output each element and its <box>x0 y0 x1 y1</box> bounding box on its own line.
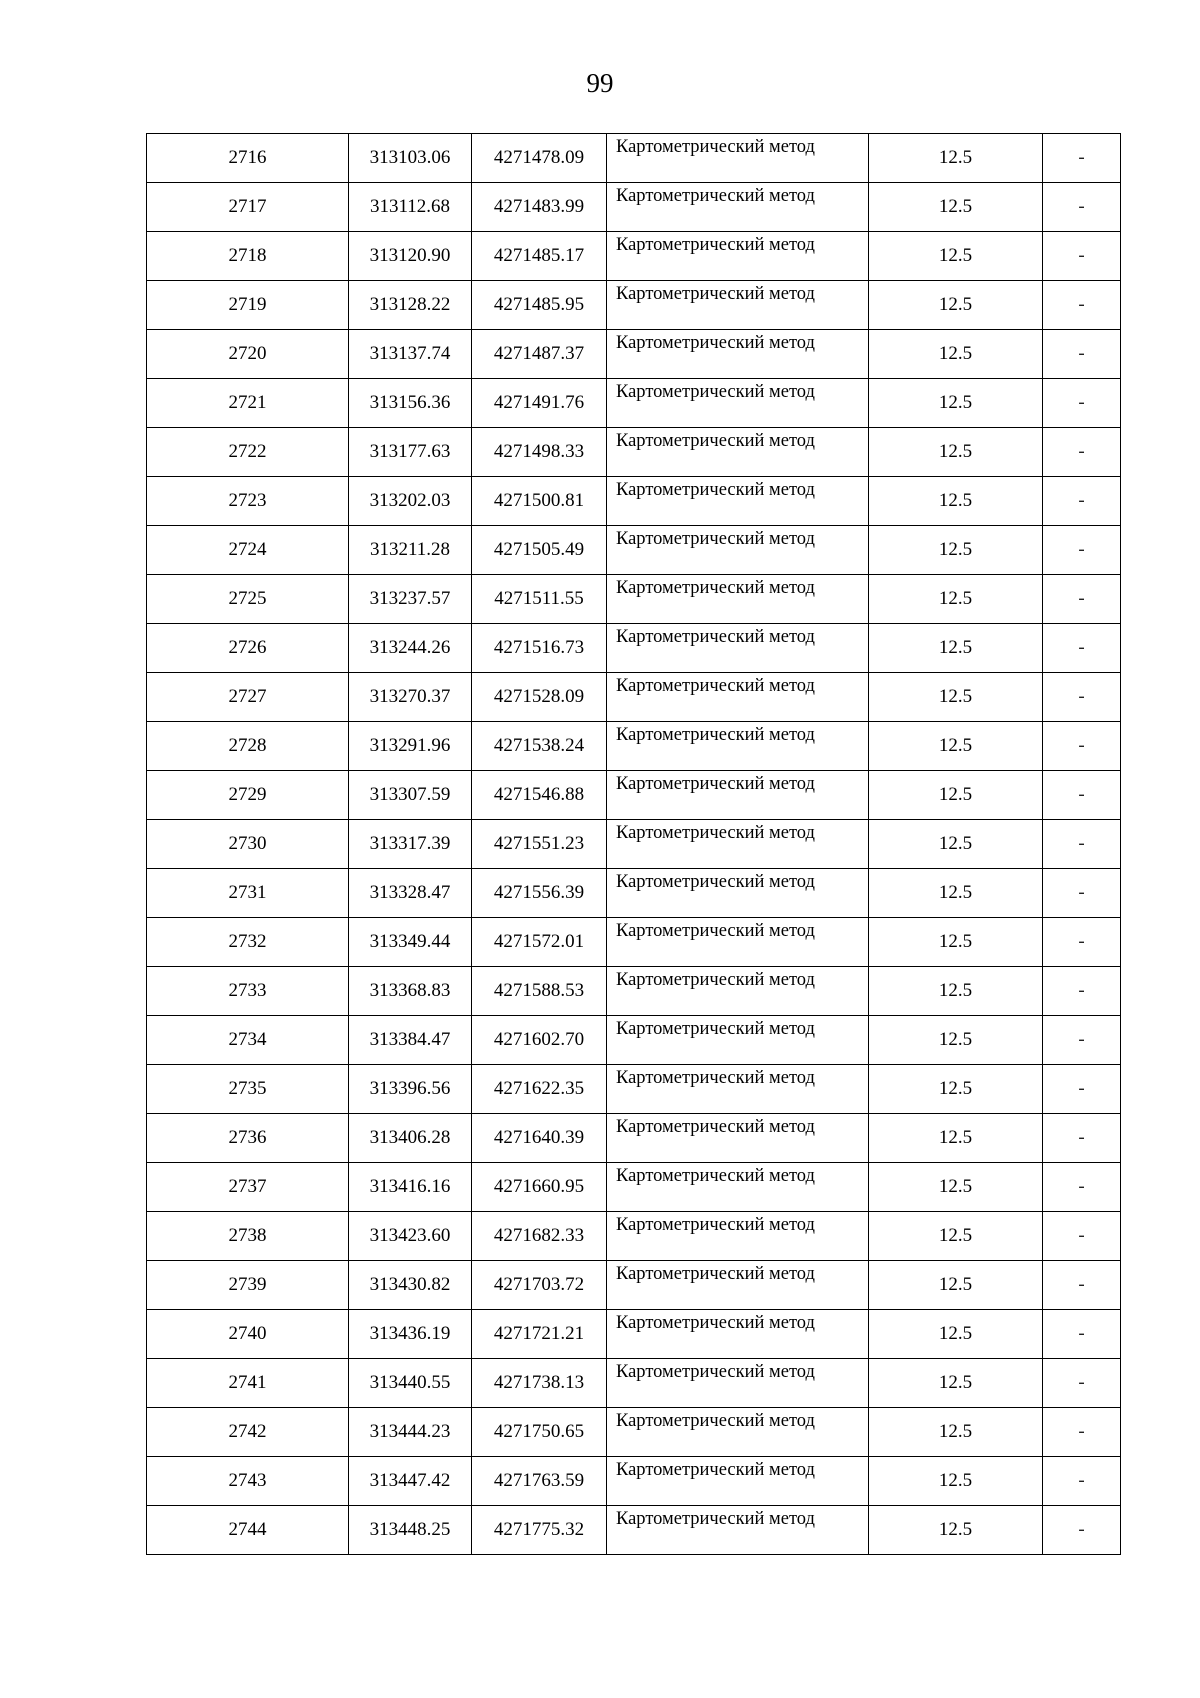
point-number-cell: 2739 <box>147 1261 349 1310</box>
table-row <box>147 1261 1121 1310</box>
x-coordinate-cell: 313447.42 <box>349 1457 472 1506</box>
x-coordinate-cell: 313448.25 <box>349 1506 472 1555</box>
note-cell: - <box>1043 771 1121 820</box>
point-number-cell: 2732 <box>147 918 349 967</box>
method-cell: Картометрический метод <box>607 526 869 575</box>
note-cell: - <box>1043 1506 1121 1555</box>
method-cell: Картометрический метод <box>607 232 869 281</box>
y-coordinate-cell: 4271538.24 <box>472 722 607 771</box>
note-cell: - <box>1043 869 1121 918</box>
method-cell: Картометрический метод <box>607 477 869 526</box>
y-coordinate-cell: 4271738.13 <box>472 1359 607 1408</box>
y-coordinate-cell: 4271588.53 <box>472 967 607 1016</box>
note-cell: - <box>1043 820 1121 869</box>
x-coordinate-cell: 313237.57 <box>349 575 472 624</box>
note-cell: - <box>1043 673 1121 722</box>
table-row <box>147 526 1121 575</box>
accuracy-cell: 12.5 <box>869 1506 1043 1555</box>
note-cell: - <box>1043 967 1121 1016</box>
table-row <box>147 918 1121 967</box>
y-coordinate-cell: 4271546.88 <box>472 771 607 820</box>
x-coordinate-cell: 313368.83 <box>349 967 472 1016</box>
accuracy-cell: 12.5 <box>869 1261 1043 1310</box>
x-coordinate-cell: 313423.60 <box>349 1212 472 1261</box>
table-row <box>147 1114 1121 1163</box>
x-coordinate-cell: 313128.22 <box>349 281 472 330</box>
table-row <box>147 183 1121 232</box>
point-number-cell: 2730 <box>147 820 349 869</box>
table-row <box>147 330 1121 379</box>
table-row <box>147 673 1121 722</box>
method-cell: Картометрический метод <box>607 1261 869 1310</box>
note-cell: - <box>1043 1212 1121 1261</box>
point-number-cell: 2740 <box>147 1310 349 1359</box>
y-coordinate-cell: 4271750.65 <box>472 1408 607 1457</box>
point-number-cell: 2717 <box>147 183 349 232</box>
x-coordinate-cell: 313416.16 <box>349 1163 472 1212</box>
accuracy-cell: 12.5 <box>869 1114 1043 1163</box>
table-row <box>147 1065 1121 1114</box>
accuracy-cell: 12.5 <box>869 477 1043 526</box>
note-cell: - <box>1043 575 1121 624</box>
y-coordinate-cell: 4271551.23 <box>472 820 607 869</box>
accuracy-cell: 12.5 <box>869 1310 1043 1359</box>
x-coordinate-cell: 313440.55 <box>349 1359 472 1408</box>
table-row <box>147 1016 1121 1065</box>
y-coordinate-cell: 4271511.55 <box>472 575 607 624</box>
y-coordinate-cell: 4271516.73 <box>472 624 607 673</box>
table-row <box>147 575 1121 624</box>
accuracy-cell: 12.5 <box>869 1408 1043 1457</box>
point-number-cell: 2729 <box>147 771 349 820</box>
note-cell: - <box>1043 1408 1121 1457</box>
table-row <box>147 820 1121 869</box>
method-cell: Картометрический метод <box>607 820 869 869</box>
accuracy-cell: 12.5 <box>869 869 1043 918</box>
method-cell: Картометрический метод <box>607 1212 869 1261</box>
y-coordinate-cell: 4271485.17 <box>472 232 607 281</box>
method-cell: Картометрический метод <box>607 330 869 379</box>
point-number-cell: 2736 <box>147 1114 349 1163</box>
coordinates-table <box>146 133 1121 1555</box>
y-coordinate-cell: 4271640.39 <box>472 1114 607 1163</box>
y-coordinate-cell: 4271500.81 <box>472 477 607 526</box>
accuracy-cell: 12.5 <box>869 1065 1043 1114</box>
note-cell: - <box>1043 1310 1121 1359</box>
point-number-cell: 2716 <box>147 134 349 183</box>
note-cell: - <box>1043 624 1121 673</box>
point-number-cell: 2737 <box>147 1163 349 1212</box>
point-number-cell: 2731 <box>147 869 349 918</box>
x-coordinate-cell: 313349.44 <box>349 918 472 967</box>
x-coordinate-cell: 313396.56 <box>349 1065 472 1114</box>
point-number-cell: 2738 <box>147 1212 349 1261</box>
y-coordinate-cell: 4271775.32 <box>472 1506 607 1555</box>
table-row <box>147 869 1121 918</box>
accuracy-cell: 12.5 <box>869 1163 1043 1212</box>
accuracy-cell: 12.5 <box>869 134 1043 183</box>
y-coordinate-cell: 4271505.49 <box>472 526 607 575</box>
y-coordinate-cell: 4271622.35 <box>472 1065 607 1114</box>
table-row <box>147 1359 1121 1408</box>
accuracy-cell: 12.5 <box>869 673 1043 722</box>
accuracy-cell: 12.5 <box>869 918 1043 967</box>
point-number-cell: 2727 <box>147 673 349 722</box>
accuracy-cell: 12.5 <box>869 1359 1043 1408</box>
note-cell: - <box>1043 477 1121 526</box>
table-row <box>147 134 1121 183</box>
accuracy-cell: 12.5 <box>869 1016 1043 1065</box>
point-number-cell: 2718 <box>147 232 349 281</box>
note-cell: - <box>1043 232 1121 281</box>
note-cell: - <box>1043 379 1121 428</box>
accuracy-cell: 12.5 <box>869 722 1043 771</box>
accuracy-cell: 12.5 <box>869 771 1043 820</box>
note-cell: - <box>1043 1457 1121 1506</box>
point-number-cell: 2742 <box>147 1408 349 1457</box>
method-cell: Картометрический метод <box>607 1408 869 1457</box>
note-cell: - <box>1043 1016 1121 1065</box>
y-coordinate-cell: 4271491.76 <box>472 379 607 428</box>
method-cell: Картометрический метод <box>607 281 869 330</box>
method-cell: Картометрический метод <box>607 379 869 428</box>
x-coordinate-cell: 313328.47 <box>349 869 472 918</box>
accuracy-cell: 12.5 <box>869 624 1043 673</box>
table-row <box>147 722 1121 771</box>
y-coordinate-cell: 4271528.09 <box>472 673 607 722</box>
table-row <box>147 1506 1121 1555</box>
method-cell: Картометрический метод <box>607 918 869 967</box>
y-coordinate-cell: 4271556.39 <box>472 869 607 918</box>
method-cell: Картометрический метод <box>607 1163 869 1212</box>
note-cell: - <box>1043 1163 1121 1212</box>
point-number-cell: 2735 <box>147 1065 349 1114</box>
table-row <box>147 281 1121 330</box>
table-row <box>147 1310 1121 1359</box>
accuracy-cell: 12.5 <box>869 281 1043 330</box>
point-number-cell: 2724 <box>147 526 349 575</box>
x-coordinate-cell: 313211.28 <box>349 526 472 575</box>
method-cell: Картометрический метод <box>607 967 869 1016</box>
x-coordinate-cell: 313244.26 <box>349 624 472 673</box>
table-row <box>147 1163 1121 1212</box>
table-row <box>147 771 1121 820</box>
y-coordinate-cell: 4271763.59 <box>472 1457 607 1506</box>
y-coordinate-cell: 4271660.95 <box>472 1163 607 1212</box>
x-coordinate-cell: 313430.82 <box>349 1261 472 1310</box>
note-cell: - <box>1043 281 1121 330</box>
method-cell: Картометрический метод <box>607 1457 869 1506</box>
y-coordinate-cell: 4271485.95 <box>472 281 607 330</box>
x-coordinate-cell: 313317.39 <box>349 820 472 869</box>
method-cell: Картометрический метод <box>607 183 869 232</box>
note-cell: - <box>1043 1065 1121 1114</box>
method-cell: Картометрический метод <box>607 1310 869 1359</box>
point-number-cell: 2720 <box>147 330 349 379</box>
method-cell: Картометрический метод <box>607 673 869 722</box>
accuracy-cell: 12.5 <box>869 967 1043 1016</box>
accuracy-cell: 12.5 <box>869 379 1043 428</box>
note-cell: - <box>1043 918 1121 967</box>
method-cell: Картометрический метод <box>607 428 869 477</box>
point-number-cell: 2726 <box>147 624 349 673</box>
note-cell: - <box>1043 526 1121 575</box>
note-cell: - <box>1043 1359 1121 1408</box>
accuracy-cell: 12.5 <box>869 232 1043 281</box>
accuracy-cell: 12.5 <box>869 330 1043 379</box>
x-coordinate-cell: 313137.74 <box>349 330 472 379</box>
x-coordinate-cell: 313120.90 <box>349 232 472 281</box>
x-coordinate-cell: 313444.23 <box>349 1408 472 1457</box>
coordinates-table-body <box>147 134 1121 1555</box>
x-coordinate-cell: 313406.28 <box>349 1114 472 1163</box>
note-cell: - <box>1043 134 1121 183</box>
method-cell: Картометрический метод <box>607 1506 869 1555</box>
table-row <box>147 967 1121 1016</box>
table-row <box>147 1212 1121 1261</box>
point-number-cell: 2741 <box>147 1359 349 1408</box>
x-coordinate-cell: 313384.47 <box>349 1016 472 1065</box>
point-number-cell: 2744 <box>147 1506 349 1555</box>
point-number-cell: 2733 <box>147 967 349 1016</box>
x-coordinate-cell: 313291.96 <box>349 722 472 771</box>
method-cell: Картометрический метод <box>607 1359 869 1408</box>
table-row <box>147 1408 1121 1457</box>
note-cell: - <box>1043 330 1121 379</box>
x-coordinate-cell: 313307.59 <box>349 771 472 820</box>
table-row <box>147 1457 1121 1506</box>
page-number: 99 <box>586 68 614 98</box>
y-coordinate-cell: 4271478.09 <box>472 134 607 183</box>
accuracy-cell: 12.5 <box>869 428 1043 477</box>
table-row <box>147 624 1121 673</box>
point-number-cell: 2728 <box>147 722 349 771</box>
y-coordinate-cell: 4271682.33 <box>472 1212 607 1261</box>
accuracy-cell: 12.5 <box>869 183 1043 232</box>
accuracy-cell: 12.5 <box>869 526 1043 575</box>
accuracy-cell: 12.5 <box>869 1457 1043 1506</box>
point-number-cell: 2719 <box>147 281 349 330</box>
y-coordinate-cell: 4271498.33 <box>472 428 607 477</box>
y-coordinate-cell: 4271483.99 <box>472 183 607 232</box>
method-cell: Картометрический метод <box>607 722 869 771</box>
point-number-cell: 2734 <box>147 1016 349 1065</box>
method-cell: Картометрический метод <box>607 1065 869 1114</box>
method-cell: Картометрический метод <box>607 1016 869 1065</box>
x-coordinate-cell: 313436.19 <box>349 1310 472 1359</box>
table-row <box>147 477 1121 526</box>
point-number-cell: 2721 <box>147 379 349 428</box>
point-number-cell: 2725 <box>147 575 349 624</box>
x-coordinate-cell: 313156.36 <box>349 379 472 428</box>
y-coordinate-cell: 4271602.70 <box>472 1016 607 1065</box>
method-cell: Картометрический метод <box>607 624 869 673</box>
note-cell: - <box>1043 722 1121 771</box>
x-coordinate-cell: 313177.63 <box>349 428 472 477</box>
accuracy-cell: 12.5 <box>869 1212 1043 1261</box>
accuracy-cell: 12.5 <box>869 575 1043 624</box>
method-cell: Картометрический метод <box>607 1114 869 1163</box>
method-cell: Картометрический метод <box>607 771 869 820</box>
method-cell: Картометрический метод <box>607 575 869 624</box>
method-cell: Картометрический метод <box>607 134 869 183</box>
y-coordinate-cell: 4271487.37 <box>472 330 607 379</box>
x-coordinate-cell: 313202.03 <box>349 477 472 526</box>
table-row <box>147 428 1121 477</box>
note-cell: - <box>1043 1114 1121 1163</box>
table-row <box>147 232 1121 281</box>
x-coordinate-cell: 313103.06 <box>349 134 472 183</box>
y-coordinate-cell: 4271721.21 <box>472 1310 607 1359</box>
x-coordinate-cell: 313270.37 <box>349 673 472 722</box>
note-cell: - <box>1043 428 1121 477</box>
x-coordinate-cell: 313112.68 <box>349 183 472 232</box>
y-coordinate-cell: 4271572.01 <box>472 918 607 967</box>
y-coordinate-cell: 4271703.72 <box>472 1261 607 1310</box>
table-row <box>147 379 1121 428</box>
method-cell: Картометрический метод <box>607 869 869 918</box>
point-number-cell: 2723 <box>147 477 349 526</box>
point-number-cell: 2722 <box>147 428 349 477</box>
point-number-cell: 2743 <box>147 1457 349 1506</box>
accuracy-cell: 12.5 <box>869 820 1043 869</box>
note-cell: - <box>1043 183 1121 232</box>
note-cell: - <box>1043 1261 1121 1310</box>
